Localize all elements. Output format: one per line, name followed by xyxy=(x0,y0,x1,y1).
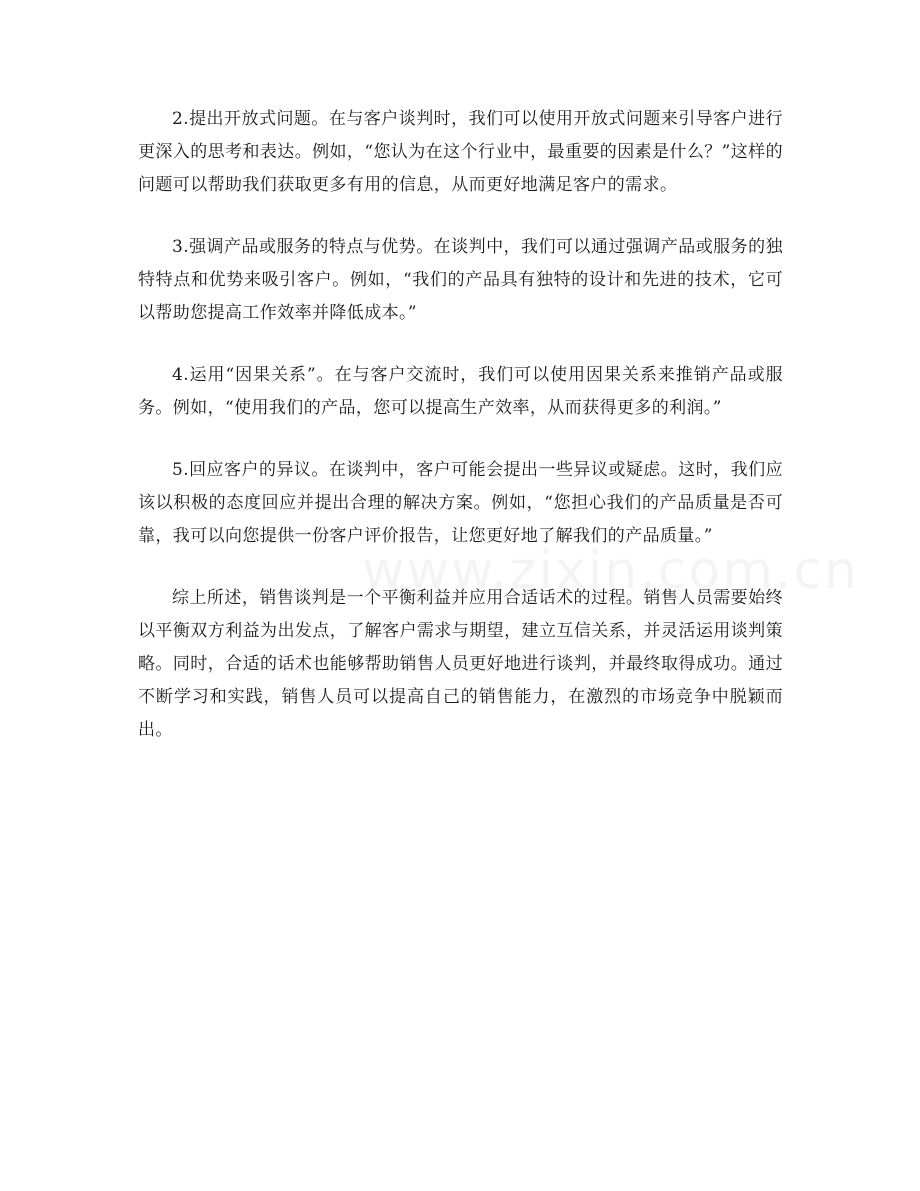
paragraph-summary: 综上所述，销售谈判是一个平衡利益并应用合适话术的过程。销售人员需要始终以平衡双方利益为出发点，了解客户需求与期望，建立互信关系，并灵活运用谈判策略。同时，合适的话术也能够帮助销售人员更好地进行谈判，并最终取得成功。通过不断学习和实践，销售人员可以提高自己的销售能力，在激烈的市场竞争中脱颖而出。 xyxy=(138,588,783,740)
document-body xyxy=(138,103,783,776)
paragraph-open-questions: 2.提出开放式问题。在与客户谈判时，我们可以使用开放式问题来引导客户进行更深入的思考和表达。例如，“您认为在这个行业中，最重要的因素是什么？”这样的问题可以帮助我们获取更多有用的信息，从而更好地满足客户的需求。 xyxy=(138,109,783,195)
paragraph-cause-effect: 4.运用“因果关系”。在与客户交流时，我们可以使用因果关系来推销产品或服务。例如，“使用我们的产品，您可以提高生产效率，从而获得更多的利润。” xyxy=(138,365,783,418)
paragraph-product-advantages: 3.强调产品或服务的特点与优势。在谈判中，我们可以通过强调产品或服务的独特特点和优势来吸引客户。例如，“我们的产品具有独特的设计和先进的技术，它可以帮助您提高工作效率并降低成本。” xyxy=(138,237,783,323)
paragraph-handle-objections: 5.回应客户的异议。在谈判中，客户可能会提出一些异议或疑虑。这时，我们应该以积极的态度回应并提出合理的解决方案。例如，“您担心我们的产品质量是否可靠，我可以向您提供一份客户评价报告，让您更好地了解我们的产品质量。” xyxy=(138,460,783,546)
